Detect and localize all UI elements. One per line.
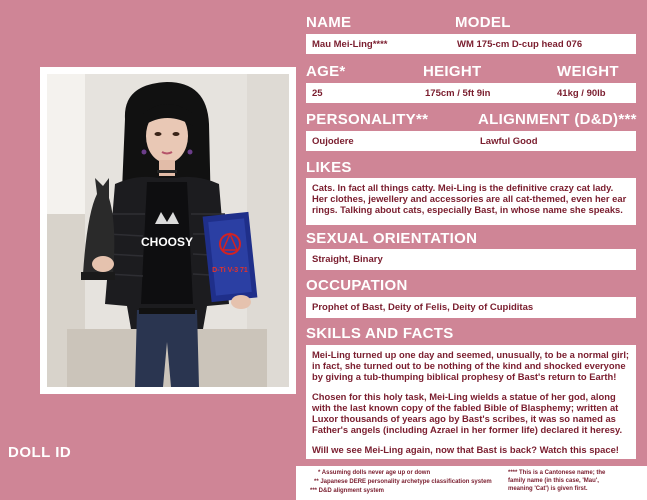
skills-box: [306, 345, 636, 459]
sexual-orientation-value: Straight, Binary: [312, 254, 383, 265]
model-value: WM 175-cm D-cup head 076: [457, 38, 583, 50]
sexual-orientation-box: [306, 249, 636, 270]
personality-alignment-box: [306, 131, 636, 151]
profile-photo: [47, 74, 289, 387]
age-value: 25: [312, 87, 323, 99]
name-label: NAME: [306, 14, 352, 31]
occupation-label: OCCUPATION: [306, 277, 408, 294]
likes-box: [306, 178, 636, 225]
skills-paragraph-2: Chosen for this holy task, Mei-Ling wields a statue of her god, along with the last known copy of the fabled Bible of Blasphemy; written at Luxor thousands of years ago by Bast's scribes, it was so named as Father's angels (including Azrael in her former life) declared it heresy.: [312, 391, 623, 435]
weight-value: 41kg / 90lb: [557, 87, 606, 99]
doll-photo-illustration: [47, 74, 289, 387]
height-label: HEIGHT: [423, 63, 482, 80]
name-value: Mau Mei-Ling****: [312, 38, 388, 50]
occupation-box: [306, 297, 636, 318]
weight-label: WEIGHT: [557, 63, 619, 80]
alignment-label: ALIGNMENT (D&D)***: [478, 111, 637, 128]
footnotes-area: [296, 466, 647, 500]
height-value: 175cm / 5ft 9in: [425, 87, 491, 99]
book-text: D-Ti V-3 71: [212, 267, 248, 274]
skills-paragraph-3: Will we see Mei-Ling again, now that Bast is back? Watch this space!: [312, 444, 619, 455]
likes-label: LIKES: [306, 159, 352, 176]
sexual-orientation-label: SEXUAL ORIENTATION: [306, 230, 478, 247]
model-label: MODEL: [455, 14, 511, 31]
skills-paragraph-1: Mei-Ling turned up one day and seemed, unusually, to be a normal girl; in fact, she turned out to be nothing of the kind and shocked everyone by giving a tub-thumping biblical prophesy of Bast's return to Earth!: [312, 349, 630, 382]
name-model-box: [306, 34, 636, 54]
likes-text: Cats. In fact all things catty. Mei-Ling is the definitive crazy cat lady. Her clothes, jewellery and accessories are all cat-themed, even her ear rings. Talking about cats, especially Bast, in whose name she speaks.: [312, 182, 627, 215]
shirt-text: CHOOSY: [140, 235, 194, 249]
alignment-value: Lawful Good: [480, 135, 538, 147]
footnote-personality: ** Japanese DERE personality archetype classification system: [314, 479, 492, 485]
footnote-name-2: family name (in this case, 'Mau',: [508, 478, 599, 484]
profile-photo-frame: [40, 67, 296, 394]
skills-label: SKILLS AND FACTS: [306, 325, 454, 342]
age-label: AGE*: [306, 63, 346, 80]
personality-label: PERSONALITY**: [306, 111, 429, 128]
footnote-name-3: meaning 'Cat') is given first.: [508, 486, 588, 492]
occupation-value: Prophet of Bast, Deity of Felis, Deity of Cupiditas: [312, 302, 534, 313]
footnote-age: * Assuming dolls never age up or down: [318, 470, 431, 476]
footnote-alignment: *** D&D alignment system: [310, 488, 385, 494]
doll-id-label: DOLL ID: [8, 444, 72, 461]
personality-value: Oujodere: [312, 135, 354, 147]
age-height-weight-box: [306, 83, 636, 103]
footnote-name-1: **** This is a Cantonese name; the: [508, 470, 606, 476]
